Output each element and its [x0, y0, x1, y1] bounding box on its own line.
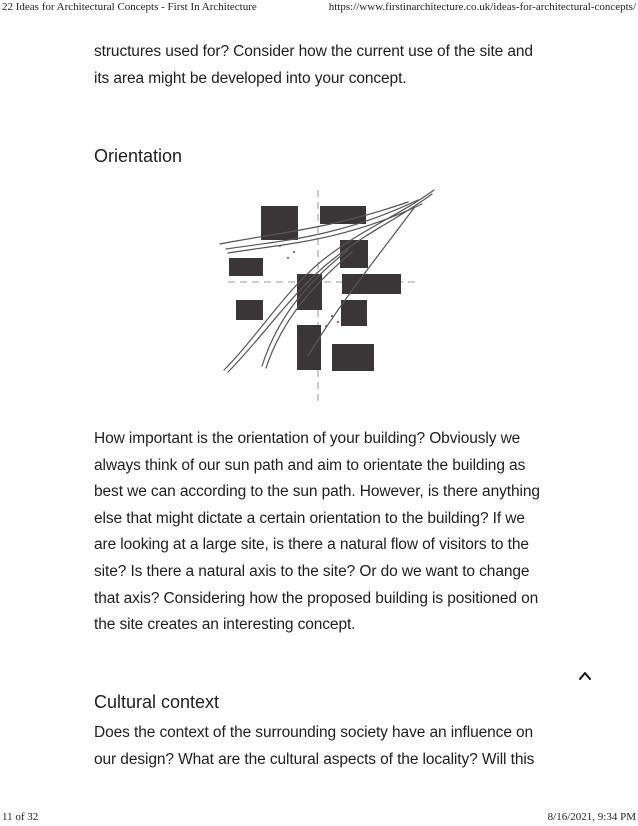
orientation-heading: Orientation: [94, 146, 183, 166]
block: [341, 300, 367, 326]
print-header-url[interactable]: https://www.firstinarchitecture.co.uk/ideas-for-architectural-concepts/: [328, 1, 636, 13]
block: [261, 206, 298, 240]
block: [332, 344, 374, 371]
scroll-to-top-button[interactable]: [574, 664, 596, 686]
intro-paragraph: structures used for? Consider how the current use of the site and its area might be developed into your concept.: [94, 43, 533, 87]
page-indicator: 11 of 32: [2, 811, 39, 823]
orientation-paragraph: How important is the orientation of your building? Obviously we always think of our sun path and aim to orientate the building as best we can according to the sun path. However, is there anything else that might dictate a certain orientation to the building? If we are looking at a large site, is there a natural flow of visitors to the site? Is there a natural axis to the site? Or do we want to change that axis? Considering how the proposed building is positioned on the site creates an interesting concept.: [94, 430, 540, 634]
orientation-diagram: [218, 186, 440, 408]
cultural-context-heading: Cultural context: [94, 692, 220, 712]
print-header-title: 22 Ideas for Architectural Concepts - First In Architecture: [2, 1, 257, 13]
print-timestamp: 8/16/2021, 9:34 PM: [547, 811, 636, 823]
block: [297, 325, 321, 370]
block: [236, 300, 263, 320]
block: [229, 258, 263, 276]
block: [342, 274, 401, 294]
chevron-up-icon: [574, 664, 596, 686]
cultural-context-paragraph: Does the context of the surrounding society have an influence on our design? What are the cultural aspects of the locality? Will this: [94, 724, 535, 768]
